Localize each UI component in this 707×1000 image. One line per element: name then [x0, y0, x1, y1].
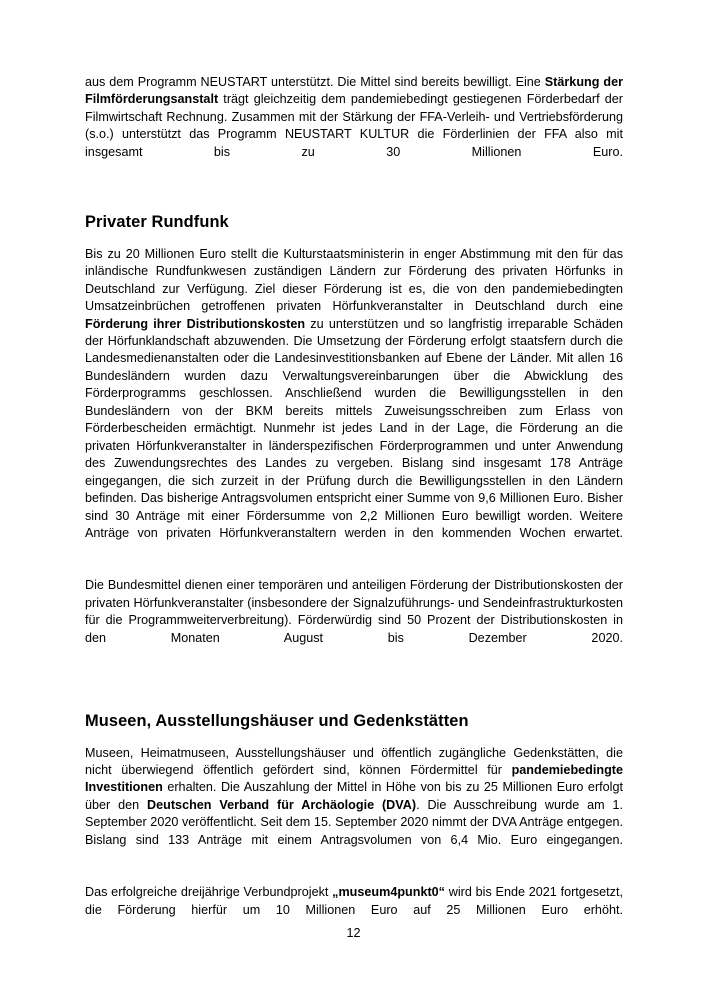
spacer: [85, 179, 623, 212]
paragraph-rundfunk-overview: [85, 246, 623, 560]
paragraph-museen-foerderung: [85, 745, 623, 867]
emphasis-text: Förderung ihrer Distributionskosten: [85, 316, 306, 331]
spacer: [85, 731, 623, 745]
body-text-run: Bis zu 20 Millionen Euro stellt die Kulturstaatsministerin in enger Abstimmung mit den für das inländische Rundfunkwesen zuständigen Ländern zur Förderung des privaten Hörfunks in Deutschland zur Verfügung. Ziel dieser Förderung ist es, die von den pandemiebedingten Umsatzeinbrüchen getroffenen privaten Hörfunkveranstalter in Deutschland durch eine: [85, 246, 623, 314]
body-text-run: trägt gleichzeitig dem pandemiebedingt gestiegenen Förderbedarf der Filmwirtschaft Rechnung. Zusammen mit der Stärkung der FFA-Verleih- und Vertriebsförderung (s.o.) unterstützt das Programm NEUSTART KULTUR die Förderlinien der FFA also mit insgesamt bis zu 30 Millionen Euro.: [85, 92, 623, 159]
body-text-run: wird bis Ende 2021 fortgesetzt, die Förderung hierfür um 10 Millionen Euro auf 25 Millionen Euro erhöht.: [85, 885, 623, 917]
emphasis-text: „museum4punkt0“: [332, 885, 445, 900]
body-text-run: . Die Ausschreibung wurde am 1. September 2020 veröffentlicht. Seit dem 15. September 2020 nimmt der DVA Anträge entgegen. Bislang sind 133 Anträge mit einem Antragsvolumen von 6,4 Mio. Euro eingegangen.: [85, 797, 623, 847]
paragraph-neustart: [85, 74, 623, 179]
body-text-run: erhalten. Die Auszahlung der Mittel in Höhe von bis zu 25 Millionen Euro erfolgt über den: [85, 780, 623, 812]
spacer: [85, 665, 623, 711]
heading-museen-ausstellungshaeuser-gedenkstaetten: Museen, Ausstellungshäuser und Gedenkstätten: [85, 711, 469, 730]
body-text-run: aus dem Programm NEUSTART unterstützt. Die Mittel sind bereits bewilligt. Eine: [85, 75, 545, 89]
body-text-run: Das erfolgreiche dreijährige Verbundprojekt: [85, 885, 333, 900]
paragraph-rundfunk-bundesmittel: [85, 577, 623, 664]
emphasis-text: Deutschen Verband für Archäologie (DVA): [147, 797, 417, 812]
spacer: [85, 232, 623, 246]
body-text-run: Museen, Heimatmuseen, Ausstellungshäuser und öffentlich zugängliche Gedenkstätten, die nicht überwiegend öffentlich gefördert sind, können Fördermittel für: [85, 745, 623, 778]
emphasis-text: pandemiebedingte Investitionen: [85, 763, 623, 795]
page-number: 12: [346, 926, 361, 940]
heading-privater-rundfunk: Privater Rundfunk: [85, 212, 229, 231]
body-text-run: zu unterstützen und so langfristig irreparable Schäden der Hörfunklandschaft abzuwenden. Die Umsetzung der Förderung erfolgt staatsfern durch die Landesmedienanstalten oder die Landesinvestitionsbanken auf Ebene der Länder. Mit allen 16 Bundesländern wurden dazu Verwaltungsvereinbarungen über die Abwicklung des Förderprogramms geschlossen. Anschließend wurden die Bewilligungsstellen in den Bundesländern von der BKM bereits mittels Zuweisungsschreiben zum Erlass von Förderbescheiden ermächtigt. Nunmehr ist jedes Land in der Lage, die Förderung an die privaten Hörfunkveranstalter in länderspezifischen Förderprogrammen und unter Anwendung des Zuwendungsrechtes des Landes zu vergeben. Bislang sind insgesamt 178 Anträge eingegangen, die sich zurzeit in der Prüfung durch die Bewilligungsstellen in den Ländern befinden. Das bisherige Antragsvolumen entspricht einer Summe von 9,6 Millionen Euro. Bisher sind 30 Anträge mit einer Fördersumme von 2,2 Millionen Euro bewilligt worden. Weitere Anträge von privaten Hörfunkveranstaltern werden in den kommenden Wochen erwartet.: [85, 316, 624, 540]
body-text-run: Die Bundesmittel dienen einer temporären und anteiligen Förderung der Distributionskosten der privaten Hörfunkveranstalter (insbesondere der Signalzuführungs- und Sendeinfrastrukturkosten für die Programmweiterverbreitung). Förderwürdig sind 50 Prozent der Distributionskosten in den Monaten August bis Dezember 2020.: [85, 578, 623, 645]
emphasis-text: Stärkung der Filmförderungsanstalt: [85, 75, 623, 107]
page-content: [85, 74, 623, 937]
